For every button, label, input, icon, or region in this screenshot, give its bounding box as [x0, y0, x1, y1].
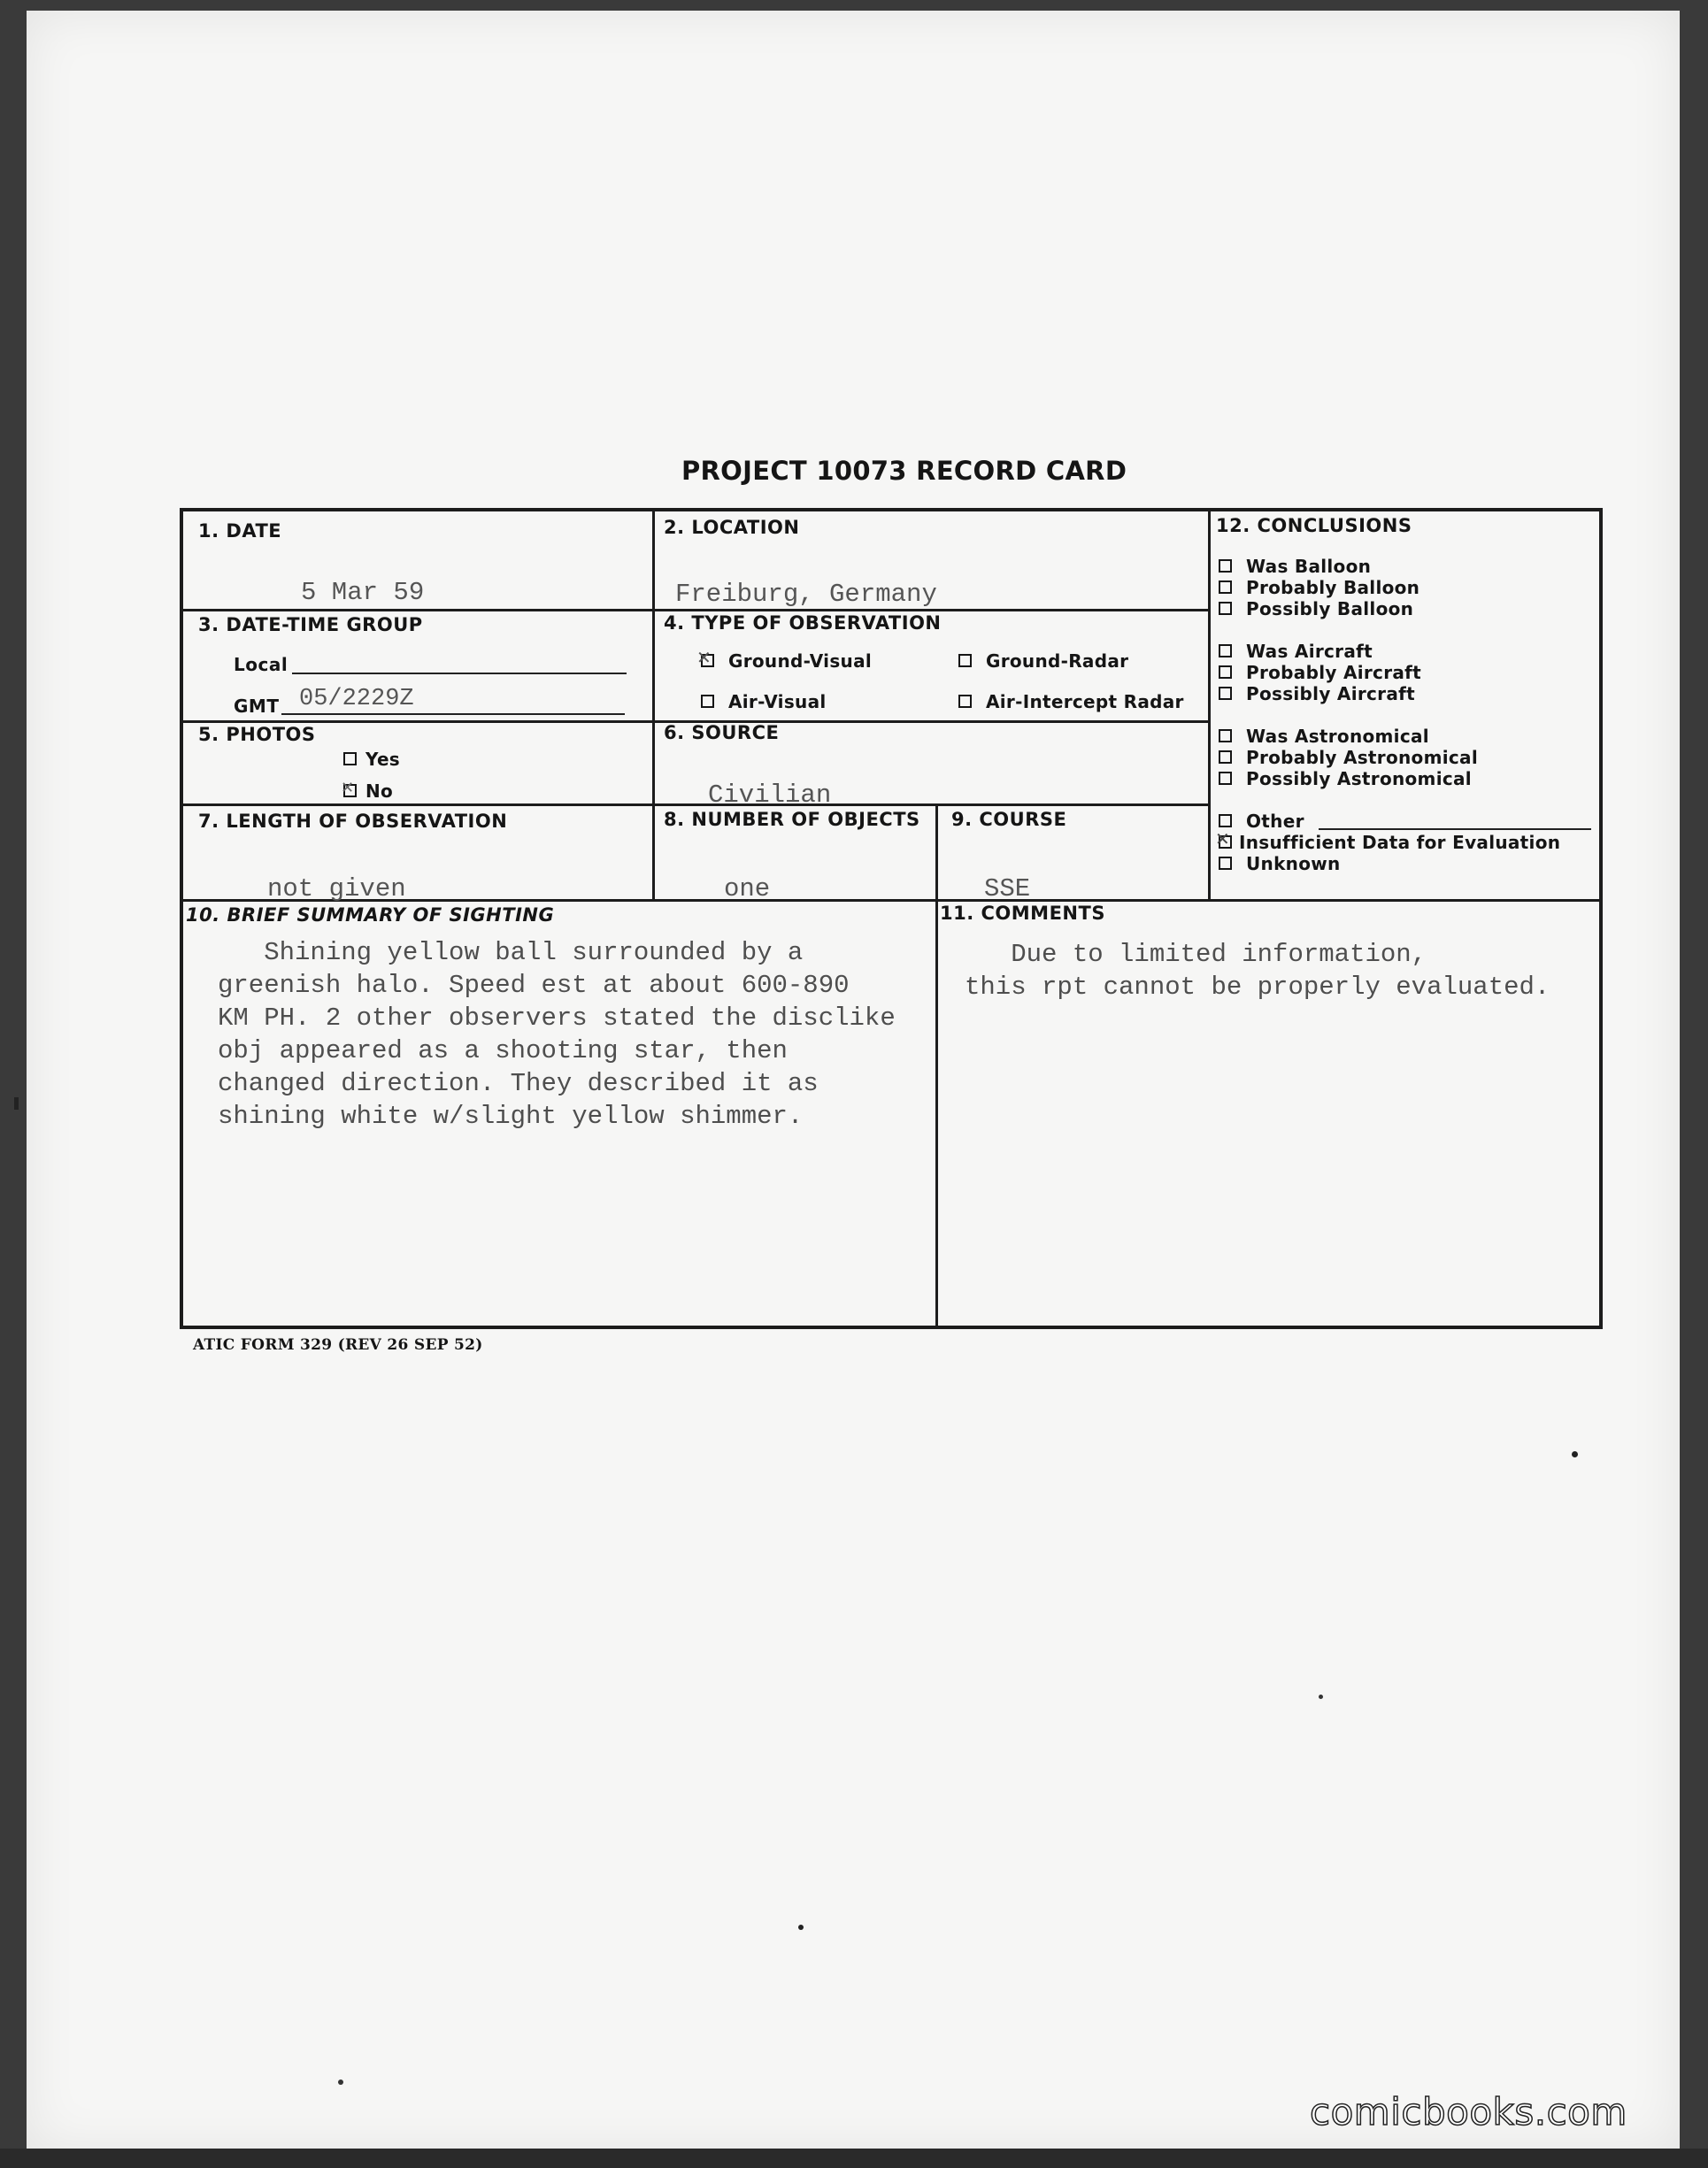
summary-text	[218, 936, 896, 1133]
checkbox-icon[interactable]	[1219, 602, 1232, 615]
number-of-objects-label: 8. NUMBER OF OBJECTS	[664, 809, 920, 830]
comments-label: 11. COMMENTS	[940, 903, 1105, 924]
conclusion-label: Was Astronomical	[1246, 726, 1429, 747]
conclusion-was-balloon[interactable]	[1219, 556, 1371, 577]
summary-label: 10. BRIEF SUMMARY OF SIGHTING	[186, 904, 555, 926]
conclusion-label: Probably Balloon	[1246, 577, 1420, 598]
rule-col-left	[652, 510, 655, 900]
option-air-intercept-radar[interactable]	[958, 691, 1184, 712]
watermark: comicbooks.com	[1310, 2090, 1627, 2133]
conclusion-was-astronomical[interactable]	[1219, 726, 1429, 747]
length-of-observation-value: not given	[267, 874, 406, 903]
checkbox-icon[interactable]	[1219, 750, 1232, 764]
checkbox-icon[interactable]	[343, 752, 357, 765]
photos-yes-label: Yes	[365, 749, 401, 770]
comments-text	[965, 938, 1550, 1003]
checkbox-icon[interactable]	[958, 654, 972, 667]
source-label: 6. SOURCE	[664, 722, 780, 743]
conclusion-other[interactable]	[1219, 811, 1304, 832]
ground-visual-label: Ground-Visual	[728, 650, 873, 672]
conclusion-label: Was Balloon	[1246, 556, 1372, 577]
gmt-underline	[281, 713, 625, 715]
check-mark-icon: ✕	[696, 647, 712, 668]
local-underline	[292, 673, 627, 674]
gmt-label: GMT	[234, 696, 280, 717]
conclusion-label: Unknown	[1246, 853, 1341, 874]
option-air-visual[interactable]	[701, 691, 827, 712]
conclusion-possibly-astronomical[interactable]	[1219, 768, 1472, 789]
scan-speck	[1319, 1695, 1323, 1699]
conclusion-label: Insufficient Data for Evaluation	[1239, 832, 1561, 853]
conclusion-probably-balloon[interactable]	[1219, 577, 1419, 598]
checkbox-icon[interactable]	[1219, 687, 1232, 700]
checkbox-icon[interactable]	[1219, 580, 1232, 594]
course-value: SSE	[984, 874, 1031, 903]
option-ground-radar[interactable]	[958, 650, 1128, 672]
conclusion-label: Was Aircraft	[1246, 641, 1373, 662]
scan-edge	[0, 2149, 1708, 2168]
summary-line: KM PH. 2 other observers stated the disclike	[218, 1003, 896, 1033]
checkbox-icon[interactable]	[701, 695, 714, 708]
location-label: 2. LOCATION	[664, 517, 800, 538]
conclusion-unknown[interactable]	[1219, 853, 1341, 874]
photos-label: 5. PHOTOS	[198, 724, 316, 745]
conclusion-label: Possibly Aircraft	[1246, 683, 1416, 704]
rule-col-right	[1208, 510, 1211, 900]
checkbox-icon[interactable]	[1219, 814, 1232, 827]
source-value: Civilian	[708, 780, 832, 810]
air-visual-label: Air-Visual	[728, 691, 827, 712]
rule-row1	[181, 609, 1208, 611]
rule-col-course	[935, 803, 938, 1327]
checkbox-icon[interactable]	[1219, 559, 1232, 573]
scan-speck	[338, 2080, 343, 2085]
comment-line: this rpt cannot be properly evaluated.	[965, 973, 1550, 1002]
scan-speck	[798, 1925, 804, 1930]
checkbox-icon[interactable]	[1219, 772, 1232, 785]
type-of-observation-label: 4. TYPE OF OBSERVATION	[664, 612, 942, 634]
checkbox-icon[interactable]	[1219, 665, 1232, 679]
summary-line: obj appeared as a shooting star, then	[218, 1036, 788, 1065]
length-of-observation-label: 7. LENGTH OF OBSERVATION	[198, 811, 508, 832]
scan-speck	[1572, 1451, 1578, 1457]
photos-option-no[interactable]	[343, 780, 393, 802]
summary-line: Shining yellow ball surrounded by a	[218, 938, 804, 967]
option-ground-visual[interactable]	[696, 647, 873, 672]
conclusion-possibly-balloon[interactable]	[1219, 598, 1413, 619]
date-label: 1. DATE	[198, 520, 282, 542]
course-label: 9. COURSE	[951, 809, 1067, 830]
gmt-value: 05/2229Z	[299, 686, 414, 712]
comment-line: Due to limited information,	[965, 940, 1427, 969]
air-intercept-radar-label: Air-Intercept Radar	[986, 691, 1184, 712]
photos-option-yes[interactable]	[343, 749, 400, 770]
location-value: Freiburg, Germany	[675, 580, 937, 609]
conclusions-label: 12. CONCLUSIONS	[1216, 515, 1412, 536]
check-mark-icon: ✕	[341, 779, 355, 797]
conclusion-label: Possibly Balloon	[1246, 598, 1414, 619]
card-title: PROJECT 10073 RECORD CARD	[681, 456, 1127, 486]
local-label: Local	[234, 654, 289, 675]
summary-line: shining white w/slight yellow shimmer.	[218, 1102, 804, 1131]
form-id: ATIC FORM 329 (REV 26 SEP 52)	[193, 1336, 483, 1354]
checkbox-icon[interactable]	[1219, 857, 1232, 870]
conclusion-insufficient-data[interactable]	[1215, 828, 1561, 853]
summary-line: greenish halo. Speed est at about 600-890	[218, 971, 850, 1000]
conclusion-possibly-aircraft[interactable]	[1219, 683, 1415, 704]
ground-radar-label: Ground-Radar	[986, 650, 1129, 672]
conclusion-label: Possibly Astronomical	[1246, 768, 1472, 789]
date-time-group-label: 3. DATE-TIME GROUP	[198, 614, 423, 635]
date-value: 5 Mar 59	[301, 578, 425, 607]
checkbox-icon[interactable]	[1219, 644, 1232, 657]
other-underline	[1319, 828, 1591, 830]
conclusion-label: Other	[1246, 811, 1304, 832]
checkbox-icon[interactable]	[1219, 729, 1232, 742]
conclusion-label: Probably Astronomical	[1246, 747, 1478, 768]
check-mark-icon: ✕	[1215, 828, 1231, 850]
rule-row3	[181, 803, 1208, 806]
checkbox-icon[interactable]	[958, 695, 972, 708]
conclusion-probably-astronomical[interactable]	[1219, 747, 1478, 768]
summary-line: changed direction. They described it as	[218, 1069, 819, 1098]
number-of-objects-value: one	[724, 874, 771, 903]
photos-no-label: No	[365, 780, 394, 802]
conclusion-was-aircraft[interactable]	[1219, 641, 1373, 662]
conclusion-probably-aircraft[interactable]	[1219, 662, 1421, 683]
scan-speck	[14, 1097, 19, 1110]
conclusion-label: Probably Aircraft	[1246, 662, 1422, 683]
